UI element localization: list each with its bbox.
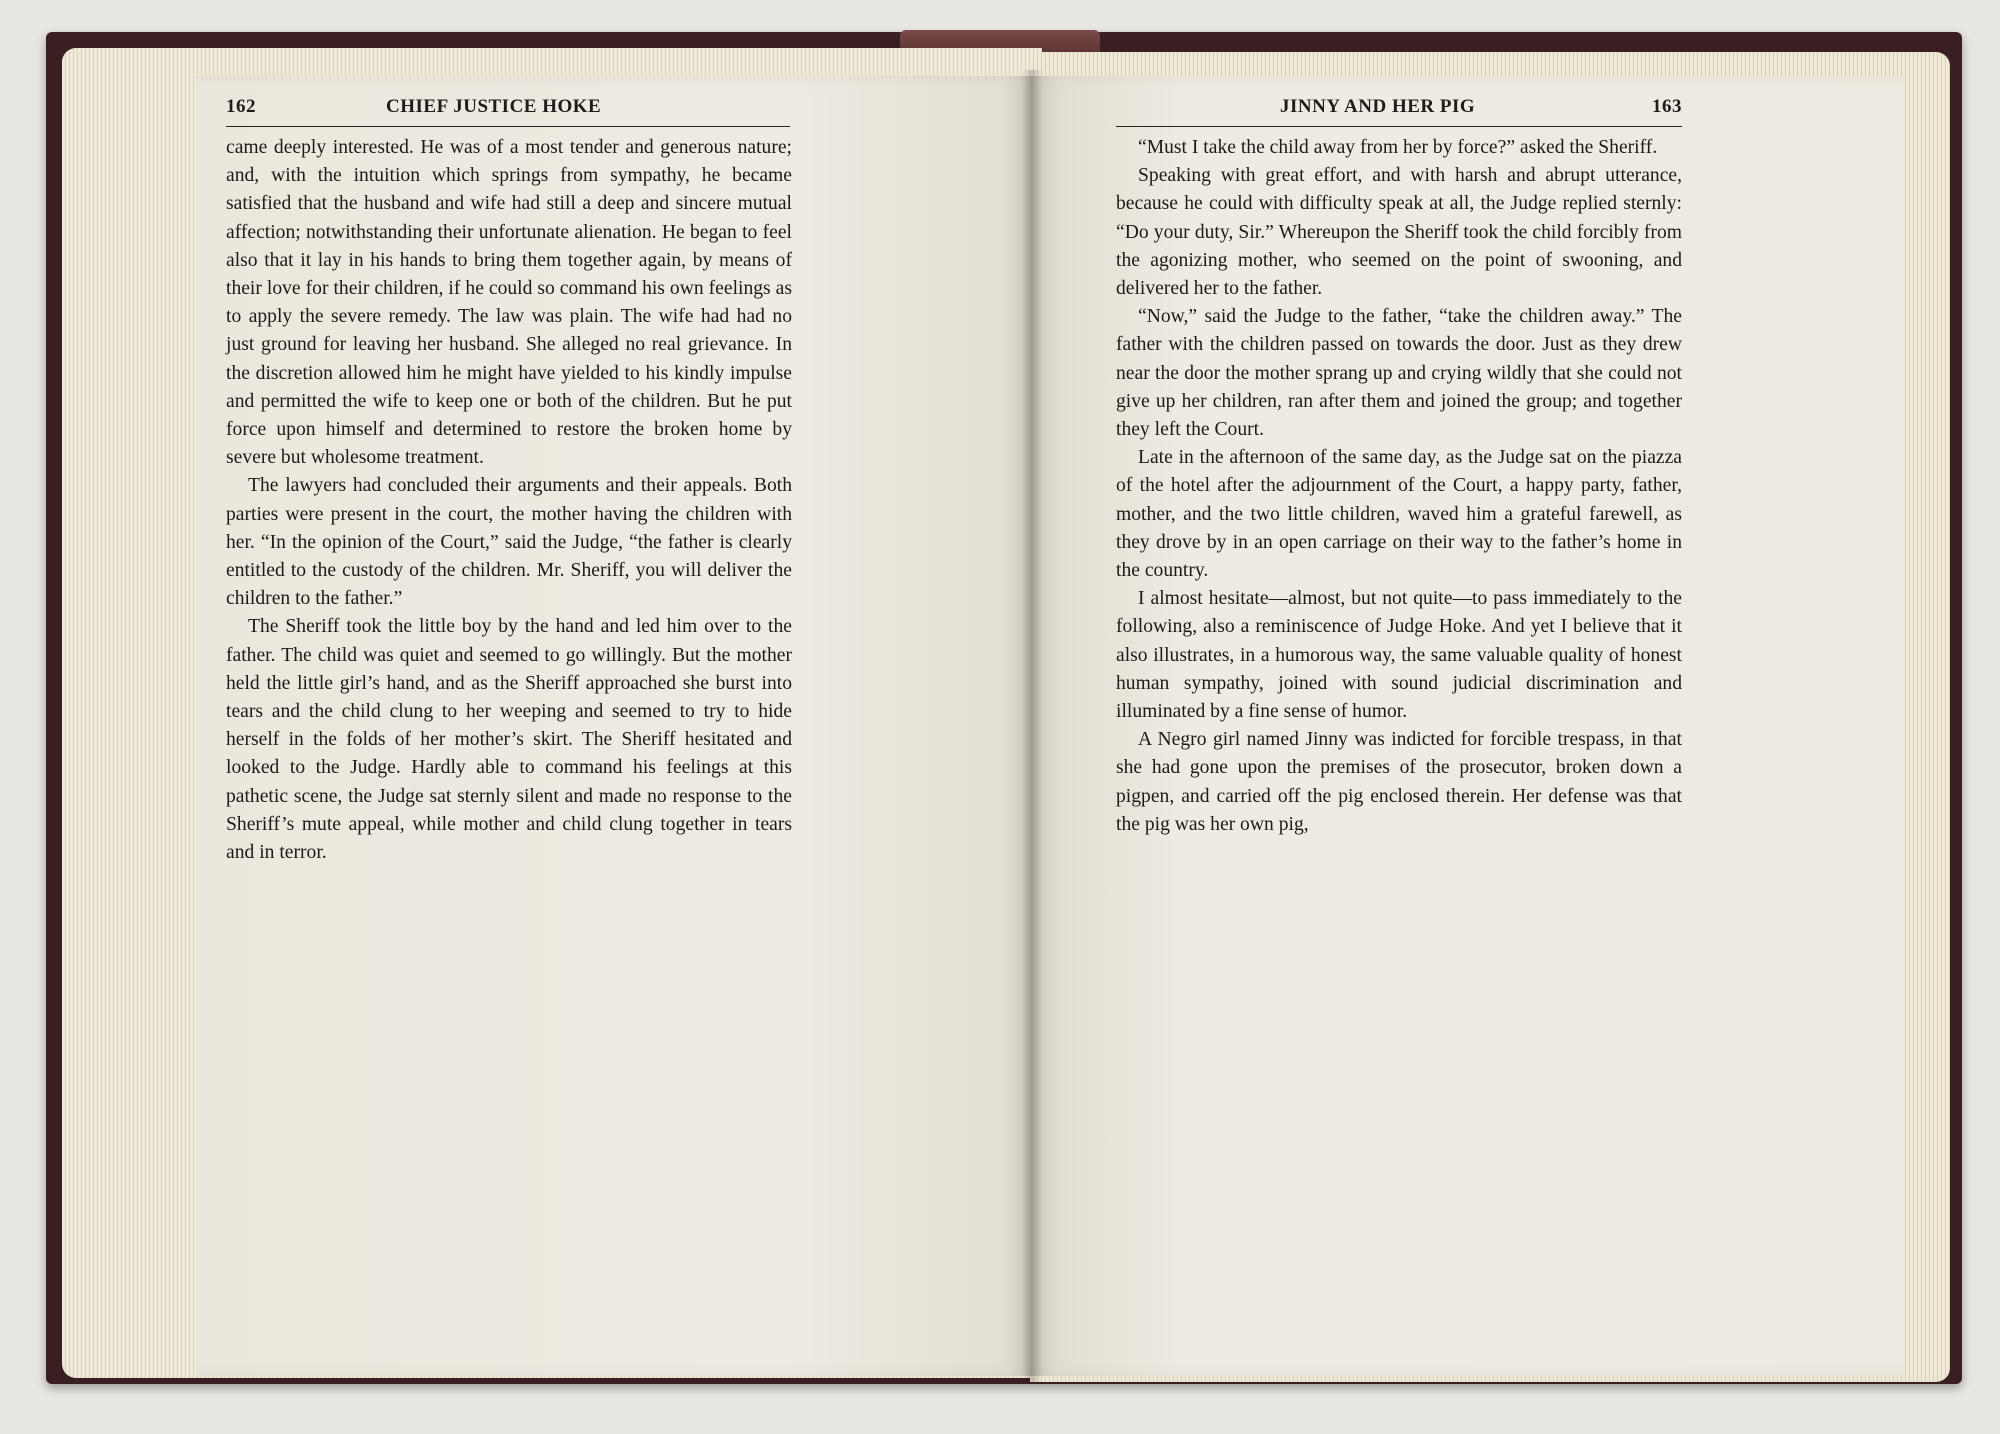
paragraph: I almost hesitate—almost, but not quite—to pass immediately to the following, also a reminiscence of Judge Hoke. And yet I believe that it also illustrates, in a humorous way, the same valuable quality of honest human sympathy, joined with sound judicial discrimination and illuminated by a fine sense of humor. (1116, 588, 1682, 723)
right-page-text (1116, 134, 1682, 839)
left-running-header (226, 96, 790, 127)
paragraph: “Now,” said the Judge to the father, “take the children away.” The father with the children passed on towards the door. Just as they drew near the door the mother sprang up and crying wildly that she could not give up her children, ran after them and joined the group; and together they left the Court. (1116, 306, 1682, 441)
paragraph: “Must I take the child away from her by force?” asked the Sheriff. (1138, 137, 1658, 158)
paragraph: came deeply interested. He was of a most tender and generous nature; and, with the intuition which springs from sympathy, he became satisfied that the husband and wife had still a deep and sincere mutual affection; notwithstanding their unfortunate alienation. He began to feel also that it lay in his hands to bring them together again, by means of their love for their children, if he could so command his own feelings as to apply the severe remedy. The law was plain. The wife had had no just ground for leaving her husband. She alleged no real grievance. In the discretion allowed him he might have yielded to his kindly impulse and permitted the wife to keep one or both of the children. But he put force upon himself and determined to restore the broken home by severe but wholesome treatment. (226, 137, 792, 469)
right-page-number: 163 (1652, 96, 1682, 117)
paragraph: Late in the afternoon of the same day, as the Judge sat on the piazza of the hotel after the adjournment of the Court, a happy party, father, mother, and the two little children, waved him a grateful farewell, as they drove by in an open carriage on their way to the father’s home in the country. (1116, 447, 1682, 582)
paragraph: A Negro girl named Jinny was indicted for forcible trespass, in that she had gone upon the premises of the prosecutor, broken down a pigpen, and carried off the pig enclosed therein. Her defense was that the pig was her own pig, (1116, 729, 1682, 835)
book-gutter (1022, 70, 1042, 1382)
right-running-header (1116, 96, 1682, 127)
left-running-title: CHIEF JUSTICE HOKE (386, 96, 602, 117)
paragraph: The Sheriff took the little boy by the hand and led him over to the father. The child was quiet and seemed to go willingly. But the mother held the little girl’s hand, and as the Sheriff approached she burst into tears and the child clung to her weeping and seemed to try to hide herself in the folds of her mother’s skirt. The Sheriff hesitated and looked to the Judge. Hardly able to command his feelings at this pathetic scene, the Judge sat sternly silent and made no response to the Sheriff’s mute appeal, while mother and child clung together in tears and in terror. (226, 616, 792, 864)
paragraph: Speaking with great effort, and with harsh and abrupt utterance, because he could with difficulty speak at all, the Judge replied sternly: “Do your duty, Sir.” Whereupon the Sheriff took the child forcibly from the agonizing mother, who seemed on the point of swooning, and delivered her to the father. (1116, 165, 1682, 300)
left-page-text (226, 134, 792, 867)
right-running-title: JINNY AND HER PIG (1280, 96, 1476, 117)
left-page-number: 162 (226, 96, 256, 117)
paragraph: The lawyers had concluded their arguments and their appeals. Both parties were present in the court, the mother having the children with her. “In the opinion of the Court,” said the Judge, “the father is clearly entitled to the custody of the children. Mr. Sheriff, you will deliver the children to the father.” (226, 475, 792, 610)
